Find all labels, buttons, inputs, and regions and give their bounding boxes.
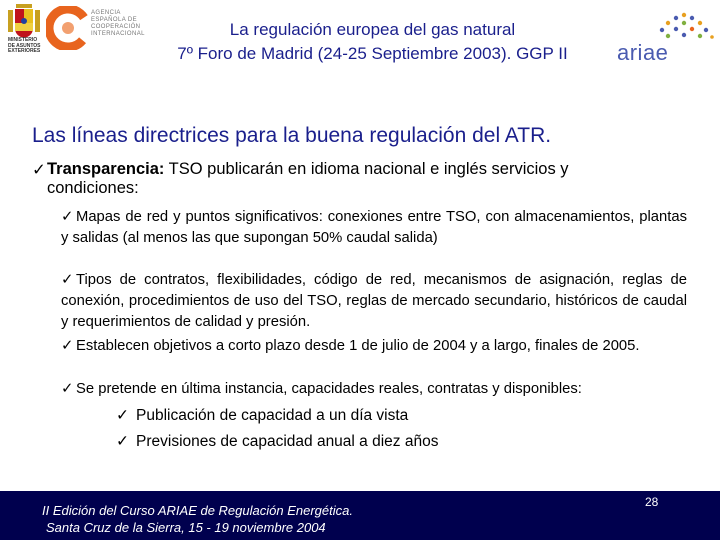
slide-footer: [0, 491, 720, 540]
bullet-text: TSO publicarán en idioma nacional e inglés servicios y: [164, 160, 569, 178]
check-icon: ✓: [61, 380, 74, 397]
agency-name: AGENCIA ESPAÑOLA DE COOPERACIÓN INTERNACIONAL: [91, 10, 145, 37]
check-icon: ✓: [61, 208, 74, 225]
sub-item-text: Se pretende en última instancia, capacidades reales, contratas y disponibles:: [76, 381, 582, 397]
sub-item-text: Establecen objetivos a corto plazo desde 1 de julio de 2004 y a largo, finales de 2005.: [76, 338, 640, 354]
page-number: 28: [645, 495, 659, 509]
sub-item: [61, 206, 687, 249]
sub-item-text: Mapas de red y puntos significativos: conexiones entre TSO, con almacenamientos, plantas y salidas (al menos las que supongan 50% caudal salida): [61, 209, 687, 246]
sub-item-text: Tipos de contratos, flexibilidades, código de red, mecanismos de asignación, reglas de conexión, procedimientos de uso del TSO, reglas de mercado secundario, históricos de caudal y requerimientos de calidad y presión.: [61, 272, 687, 330]
check-icon: ✓: [116, 406, 129, 424]
bullet-transparencia: [32, 160, 688, 198]
slide-header: [0, 0, 720, 82]
slide-title: La regulación europea del gas natural: [229, 20, 516, 39]
check-icon: ✓: [116, 432, 129, 450]
ariae-logo: ariae: [617, 40, 669, 65]
check-icon: ✓: [32, 160, 46, 179]
sub-item: [61, 378, 687, 400]
ministry-label: MINISTERIO DE ASUNTOS EXTERIORES: [8, 37, 41, 54]
slide-subtitle: 7º Foro de Madrid (24-25 Septiembre 2003). GGP II: [177, 44, 568, 63]
sub-sub-item: [116, 405, 408, 426]
sub-item: [61, 269, 687, 333]
footer-course: II Edición del Curso ARIAE de Regulación Energética.: [42, 503, 353, 518]
check-icon: ✓: [61, 271, 74, 288]
bullet-label: Transparencia:: [47, 160, 165, 178]
bullet-continuation: condiciones:: [47, 179, 139, 197]
sub-sub-item: [116, 431, 438, 452]
section-heading: Las líneas directrices para la buena regulación del ATR.: [32, 124, 552, 147]
sub-item: [61, 335, 687, 357]
sub-sub-item-text: Publicación de capacidad a un día vista: [136, 407, 409, 424]
footer-location: Santa Cruz de la Sierra, 15 - 19 noviembre 2004: [46, 520, 326, 535]
sub-sub-item-text: Previsiones de capacidad anual a diez años: [136, 433, 439, 450]
check-icon: ✓: [61, 337, 74, 354]
